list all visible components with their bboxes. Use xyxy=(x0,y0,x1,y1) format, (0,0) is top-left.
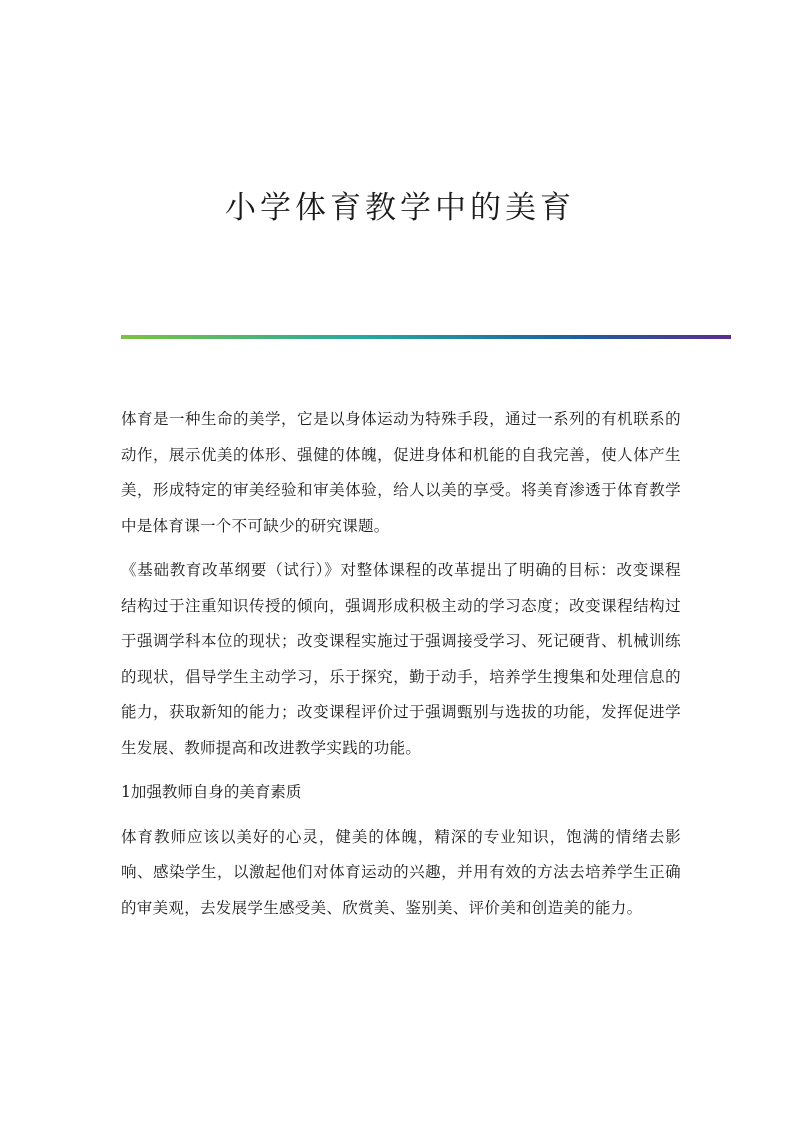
paragraph-intro: 体育是一种生命的美学，它是以身体运动为特殊手段，通过一系列的有机联系的动作，展示优美的体形、强健的体魄，促进身体和机能的自我完善，使人体产生美，形成特定的审美经验和审美体验，给人以美的享受。将美育渗透于体育教学中是体育课一个不可缺少的研究课题。 xyxy=(121,410,681,535)
section-heading: 1加强教师自身的美育素质 xyxy=(121,783,302,801)
paragraph-section-1: 体育教师应该以美好的心灵，健美的体魄，精深的专业知识，饱满的情绪去影响、感染学生，以激起他们对体育运动的兴趣，并用有效的方法去培养学生正确的审美观，去发展学生感受美、欣赏美、鉴别美、评价美和创造美的能力。 xyxy=(121,827,681,917)
title-divider xyxy=(121,335,731,339)
page-title: 小学体育教学中的美育 xyxy=(225,190,575,226)
paragraph-reform: 《基础教育改革纲要（试行）》对整体课程的改革提出了明确的目标：改变课程结构过于注重知识传授的倾向，强调形成积极主动的学习态度；改变课程结构过于强调学科本位的现状；改变课程实施过于强调接受学习、死记硬背、机械训练的现状，倡导学生主动学习，乐于探究，勤于动手，培养学生搜集和处理信息的能力，获取新知的能力；改变课程评价过于强调甄别与选拔的功能，发挥促进学生发展、教师提高和改进教学实践的功能。 xyxy=(121,561,681,757)
document-body xyxy=(121,402,681,935)
